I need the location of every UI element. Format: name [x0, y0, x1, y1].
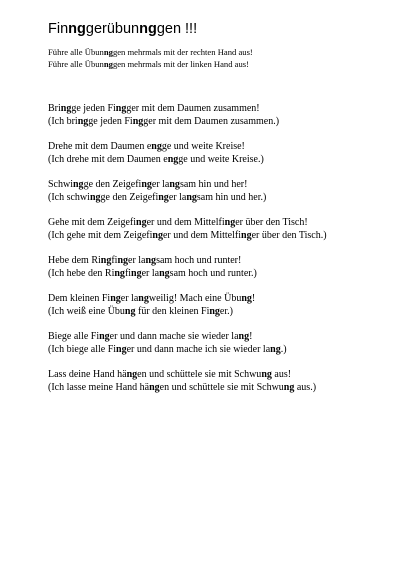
ng-highlight: ng [238, 331, 250, 342]
exercise-command: Schwingge den Zeigefinger langsam hin und her! [48, 179, 248, 190]
ng-highlight: ng [100, 255, 112, 266]
ng-highlight: ng [209, 306, 220, 317]
page-title: Finnggerübunnggen !!! [48, 21, 198, 37]
ng-highlight: ng [283, 382, 295, 393]
exercise-statement: (Ich gehe mit dem Zeigefinger und dem Mittelfinger über den Tisch.) [48, 230, 327, 241]
exercise-statement: (Ich bringge jeden Fingger mit dem Daumen zusammen.) [48, 116, 280, 127]
instruction-right-hand: Führe alle Übunnggen mehrmals mit der rechten Hand aus! [48, 47, 253, 57]
ng-highlight: ng [124, 306, 136, 317]
instruction-left-hand: Führe alle Übunnggen mehrmals mit der linken Hand aus! [48, 59, 249, 69]
exercise-list [48, 102, 388, 406]
ng-highlight: ng [77, 116, 89, 127]
exercise-1 [48, 102, 388, 128]
ng-highlight: ng [151, 141, 162, 152]
exercise-command: Gehe mit dem Zeigefinger und dem Mittelfinger über den Tisch! [48, 217, 308, 228]
ng-highlight: ng [224, 217, 236, 228]
ng-highlight: ng [103, 59, 113, 69]
exercise-6 [48, 292, 388, 318]
exercise-command: Drehe mit dem Daumen engge und weite Kreise! [48, 141, 245, 152]
exercise-statement: (Ich lasse meine Hand hängen und schüttele sie mit Schwung aus.) [48, 382, 317, 393]
ng-highlight: ng [103, 47, 113, 57]
exercise-statement: (Ich hebe den Ringfinger langsam hoch und runter.) [48, 268, 257, 279]
exercise-4 [48, 216, 388, 242]
exercise-statement: (Ich schwingge den Zeigefinger langsam hin und her.) [48, 192, 267, 203]
ng-highlight: ng [241, 293, 252, 304]
ng-highlight: ng [139, 21, 157, 37]
ng-highlight: ng [167, 154, 179, 165]
ng-highlight: ng [132, 116, 144, 127]
ng-highlight: ng [73, 179, 84, 190]
exercise-command: Bringge jeden Fingger mit dem Daumen zusammen! [48, 103, 260, 114]
exercise-7 [48, 330, 388, 356]
ng-highlight: ng [116, 344, 127, 355]
ng-highlight: ng [89, 192, 101, 203]
exercise-statement: (Ich drehe mit dem Daumen engge und weite Kreise.) [48, 154, 264, 165]
ng-highlight: ng [117, 255, 128, 266]
instructions [48, 46, 253, 70]
ng-highlight: ng [169, 179, 180, 190]
exercise-statement: (Ich weiß eine Übung für den kleinen Finger.) [48, 306, 233, 317]
ng-highlight: ng [136, 217, 147, 228]
ng-highlight: ng [99, 331, 110, 342]
ng-highlight: ng [131, 268, 142, 279]
exercise-statement: (Ich biege alle Finger und dann mache ich sie wieder lang.) [48, 344, 287, 355]
ng-highlight: ng [241, 230, 252, 241]
exercise-5 [48, 254, 388, 280]
exercise-3 [48, 178, 388, 204]
ng-highlight: ng [110, 293, 121, 304]
ng-highlight: ng [149, 382, 160, 393]
ng-highlight: ng [60, 103, 72, 114]
exercise-8 [48, 368, 388, 394]
ng-highlight: ng [114, 268, 125, 279]
exercise-command: Biege alle Finger und dann mache sie wieder lang! [48, 331, 253, 342]
ng-highlight: ng [152, 230, 163, 241]
exercise-2 [48, 140, 388, 166]
ng-highlight: ng [159, 268, 170, 279]
exercise-command: Lass deine Hand hängen und schüttele sie mit Schwung aus! [48, 369, 292, 380]
ng-highlight: ng [261, 369, 272, 380]
ng-highlight: ng [186, 192, 197, 203]
ng-highlight: ng [145, 255, 157, 266]
ng-highlight: ng [115, 103, 127, 114]
ng-highlight: ng [68, 21, 86, 37]
ng-highlight: ng [158, 192, 169, 203]
exercise-command: Dem kleinen Finger langweilig! Mach eine Übung! [48, 293, 256, 304]
ng-highlight: ng [141, 179, 152, 190]
ng-highlight: ng [270, 344, 281, 355]
exercise-command: Hebe dem Ringfinger langsam hoch und runter! [48, 255, 242, 266]
ng-highlight: ng [126, 369, 138, 380]
ng-highlight: ng [138, 293, 149, 304]
